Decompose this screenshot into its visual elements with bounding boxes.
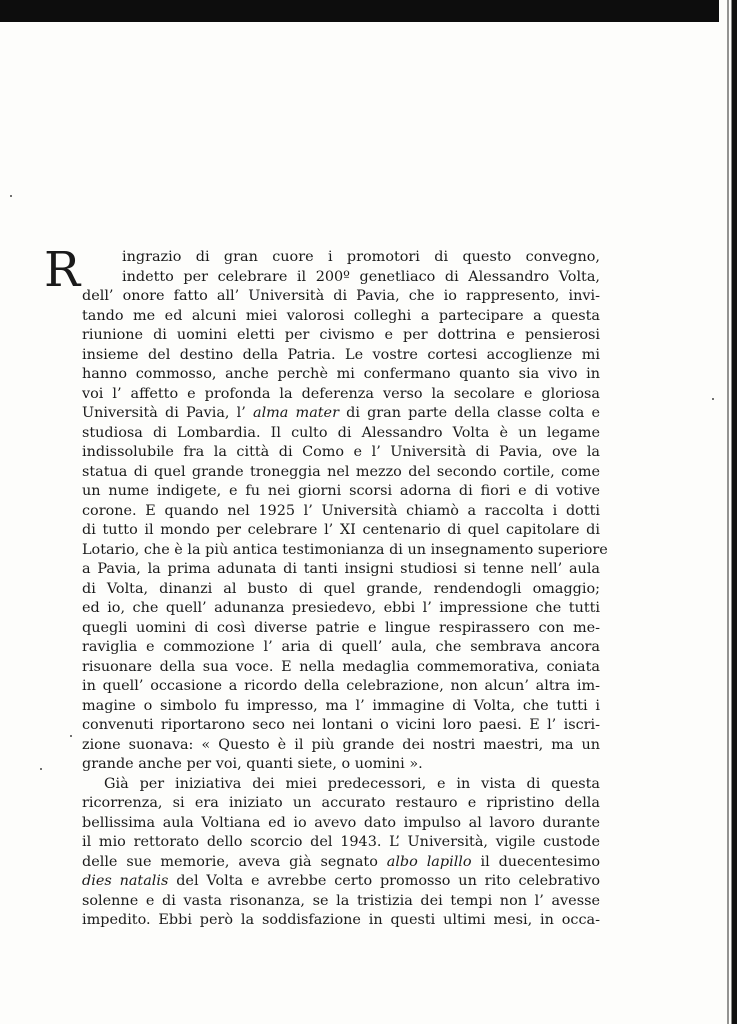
text-line: statua di quel grande troneggia nel mezzo del secondo cortile, come	[82, 463, 600, 480]
scan-right-border	[719, 0, 737, 1024]
scan-speck	[712, 398, 714, 400]
text-line: ricorrenza, si era iniziato un accurato restauro e ripristino della	[82, 795, 600, 811]
scan-speck	[10, 195, 12, 197]
page-body	[82, 248, 608, 931]
text-line: corone. E quando nel 1925 l’ Università chiamò a raccolta i dotti	[82, 502, 600, 519]
text-line: indetto per celebrare il 200º genetliaco di Alessandro Volta,	[122, 268, 600, 285]
text-line: zione suonava: « Questo è il più grande dei nostri maestri, ma un	[82, 736, 600, 753]
text-line: delle sue memorie, aveva già segnato albo lapillo il duecentesimo	[82, 853, 601, 870]
text-line: voi l’ affetto e profonda la deferenza verso la secolare e gloriosa	[82, 385, 600, 402]
text-line: hanno commosso, anche perchè mi confermano quanto sia vivo in	[82, 366, 600, 382]
text-line: di tutto il mondo per celebrare l’ XI centenario di quel capitolare di	[82, 522, 600, 538]
text-line: il mio rettorato dello scorcio del 1943. L’ Università, vigile custode	[82, 834, 600, 850]
text-line: dell’ onore fatto all’ Università di Pavia, che io rappresento, invi-	[82, 288, 600, 304]
italic-phrase: albo lapillo	[386, 853, 472, 870]
text-line: raviglia e commozione l’ aria di quell’ aula, che sembrava ancora	[82, 639, 600, 655]
italic-phrase: alma mater	[252, 405, 339, 421]
text-line: impedito. Ebbi però la soddisfazione in questi ultimi mesi, in occa-	[82, 912, 600, 928]
scan-top-border	[0, 0, 737, 22]
scan-speck	[70, 735, 72, 737]
text-line: in quell’ occasione a ricordo della celebrazione, non alcun’ altra im-	[82, 678, 600, 694]
italic-phrase: dies natalis	[82, 873, 169, 889]
text-line: bellissima aula Voltiana ed io avevo dato impulso al lavoro durante	[82, 814, 600, 831]
text-line: ingrazio di gran cuore i promotori di questo convegno,	[122, 249, 600, 265]
text-line: grande anche per voi, quanti siete, o uomini ».	[82, 756, 423, 772]
text-line: Già per iniziativa dei miei predecessori, e in vista di questa	[104, 775, 600, 792]
text-line: Lotario, che è la più antica testimonianza di un insegnamento superiore	[82, 541, 608, 558]
text-line: tando me ed alcuni miei valorosi colleghi a partecipare a questa	[82, 307, 600, 324]
text-line: un nume indigete, e fu nei giorni scorsi adorna di fiori e di votive	[82, 483, 600, 499]
text-line: quegli uomini di così diverse patrie e lingue respirassero con me-	[82, 619, 600, 636]
text-line: di Volta, dinanzi al busto di quel grande, rendendogli omaggio;	[82, 580, 600, 597]
text-line: risuonare della sua voce. E nella medaglia commemorativa, coniata	[82, 658, 600, 675]
text-line: studiosa di Lombardia. Il culto di Alessandro Volta è un legame	[82, 424, 600, 441]
text-line: ed io, che quell’ adunanza presiedevo, ebbi l’ impressione che tutti	[82, 600, 600, 616]
paragraph-2	[82, 775, 600, 931]
text-line: insieme del destino della Patria. Le vostre cortesi accoglienze mi	[82, 346, 600, 363]
text-line: indissolubile fra la città di Como e l’ Università di Pavia, ove la	[82, 444, 600, 460]
text-line: solenne e di vasta risonanza, se la tristizia dei tempi non l’ avesse	[82, 892, 600, 909]
text-line: convenuti riportarono seco nei lontani o vicini loro paesi. E l’ iscri-	[82, 717, 600, 733]
scan-speck	[40, 768, 42, 770]
text-line: Università di Pavia, l’ alma mater di gran parte della classe colta e	[82, 405, 600, 421]
text-line: riunione di uomini eletti per civismo e per dottrina e pensierosi	[82, 327, 600, 343]
text-line: a Pavia, la prima adunata di tanti insigni studiosi si tenne nell’ aula	[82, 561, 600, 577]
drop-cap: R	[44, 242, 81, 298]
paragraph-1	[82, 248, 608, 775]
text-line: magine o simbolo fu impresso, ma l’ immagine di Volta, che tutti i	[82, 697, 600, 714]
text-line: dies natalis del Volta e avrebbe certo promosso un rito celebrativo	[82, 873, 601, 889]
